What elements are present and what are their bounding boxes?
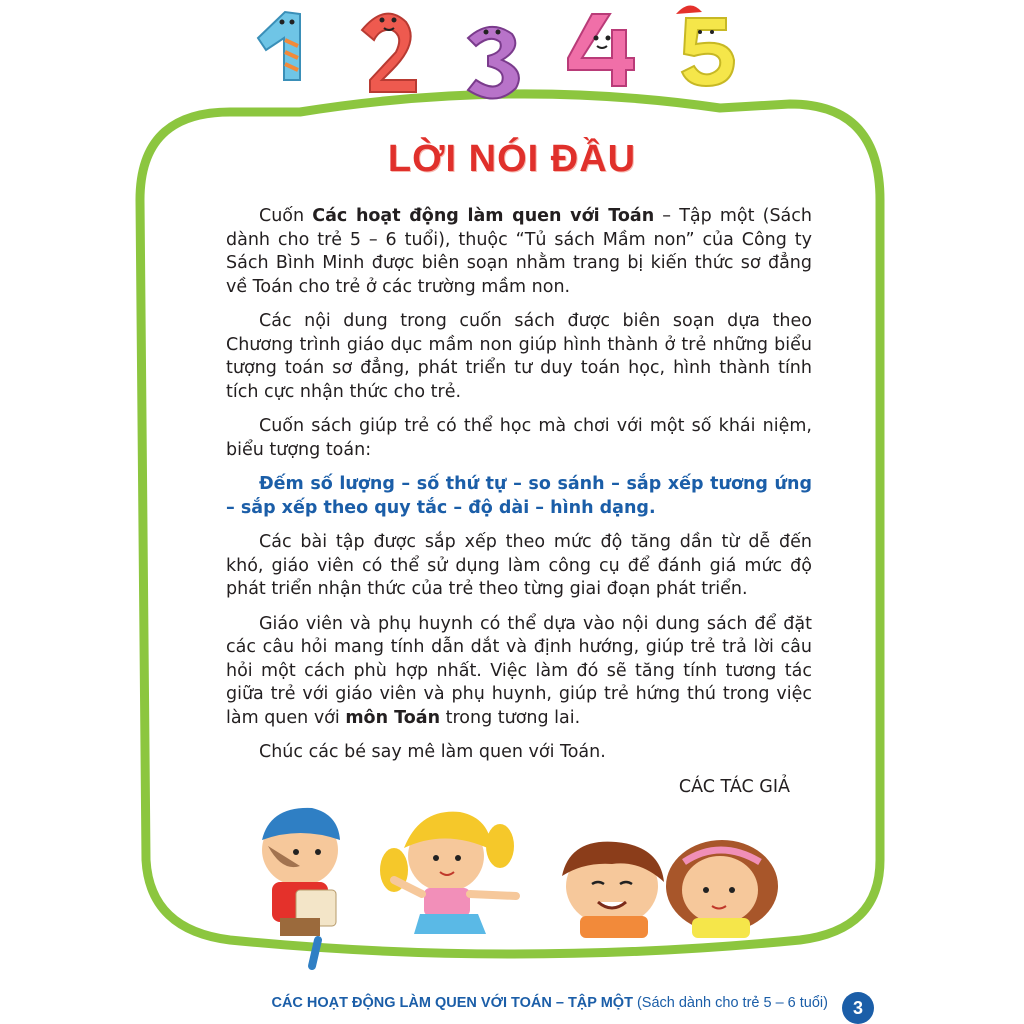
preface-paragraph-1: Cuốn Các hoạt động làm quen với Toán – Tập một (Sách dành cho trẻ 5 – 6 tuổi), thuộc “Tủ sách Mầm non” của Công ty Sách Bình Minh được biên soạn nhằm trang bị kiến thức sơ đẳng về Toán cho trẻ ở các trường mầm non.	[226, 206, 812, 297]
kid-girl-pigtails-illustration	[380, 812, 516, 934]
kid-girl-headband-illustration	[666, 840, 778, 938]
preface-paragraph-5: Các bài tập được sắp xếp theo mức độ tăng dần từ dễ đến khó, giáo viên có thể sử dụng làm công cụ để đánh giá mức độ phát triển nhận thức của trẻ theo từng giai đoạn phát triển.	[226, 532, 812, 599]
preface-paragraph-2: Các nội dung trong cuốn sách được biên soạn dựa theo Chương trình giáo dục mầm non giúp hình thành ở trẻ những biểu tượng toán sơ đẳng, phát triển tư duy toán học, hình thành tính tích cực nhận thức cho trẻ.	[226, 311, 812, 402]
number-four-character	[568, 14, 634, 86]
kid-boy-brown-hair-illustration	[562, 842, 664, 938]
running-footer	[271, 995, 828, 1011]
page-number-badge: 3	[842, 992, 874, 1024]
number-five-character	[676, 5, 734, 86]
series-title: CÁC HOẠT ĐỘNG LÀM QUEN VỚI TOÁN – TẬP MỘT	[271, 995, 633, 1011]
authors-signature: CÁC TÁC GIẢ	[678, 776, 790, 797]
preface-paragraph-3: Cuốn sách giúp trẻ có thể học mà chơi với một số khái niệm, biểu tượng toán:	[226, 416, 812, 460]
preface-body	[226, 205, 812, 810]
preface-paragraph-6: Giáo viên và phụ huynh có thể dựa vào nội dung sách để đặt các câu hỏi mang tính dẫn dắt và định hướng, giúp trẻ trả lời câu hỏi một cách phù hợp nhất. Việc làm đó sẽ tăng tính tương tác giữa trẻ với giáo viên và phụ huynh, giúp trẻ hứng thú trong việc làm quen với môn Toán trong tương lai.	[226, 613, 812, 728]
number-one-character	[258, 12, 300, 80]
number-two-character	[362, 14, 416, 92]
book-title: Các hoạt động làm quen với Toán	[312, 206, 655, 226]
number-three-character	[468, 27, 519, 99]
page-title: LỜI NÓI ĐẦU	[387, 138, 637, 180]
series-subtitle: (Sách dành cho trẻ 5 – 6 tuổi)	[632, 995, 828, 1011]
math-concepts-highlight: Đếm số lượng – số thứ tự – so sánh – sắp xếp tương ứng – sắp xếp theo quy tắc – độ dài – hình dạng.	[226, 474, 812, 518]
preface-paragraph-7: Chúc các bé say mê làm quen với Toán.	[259, 742, 606, 762]
